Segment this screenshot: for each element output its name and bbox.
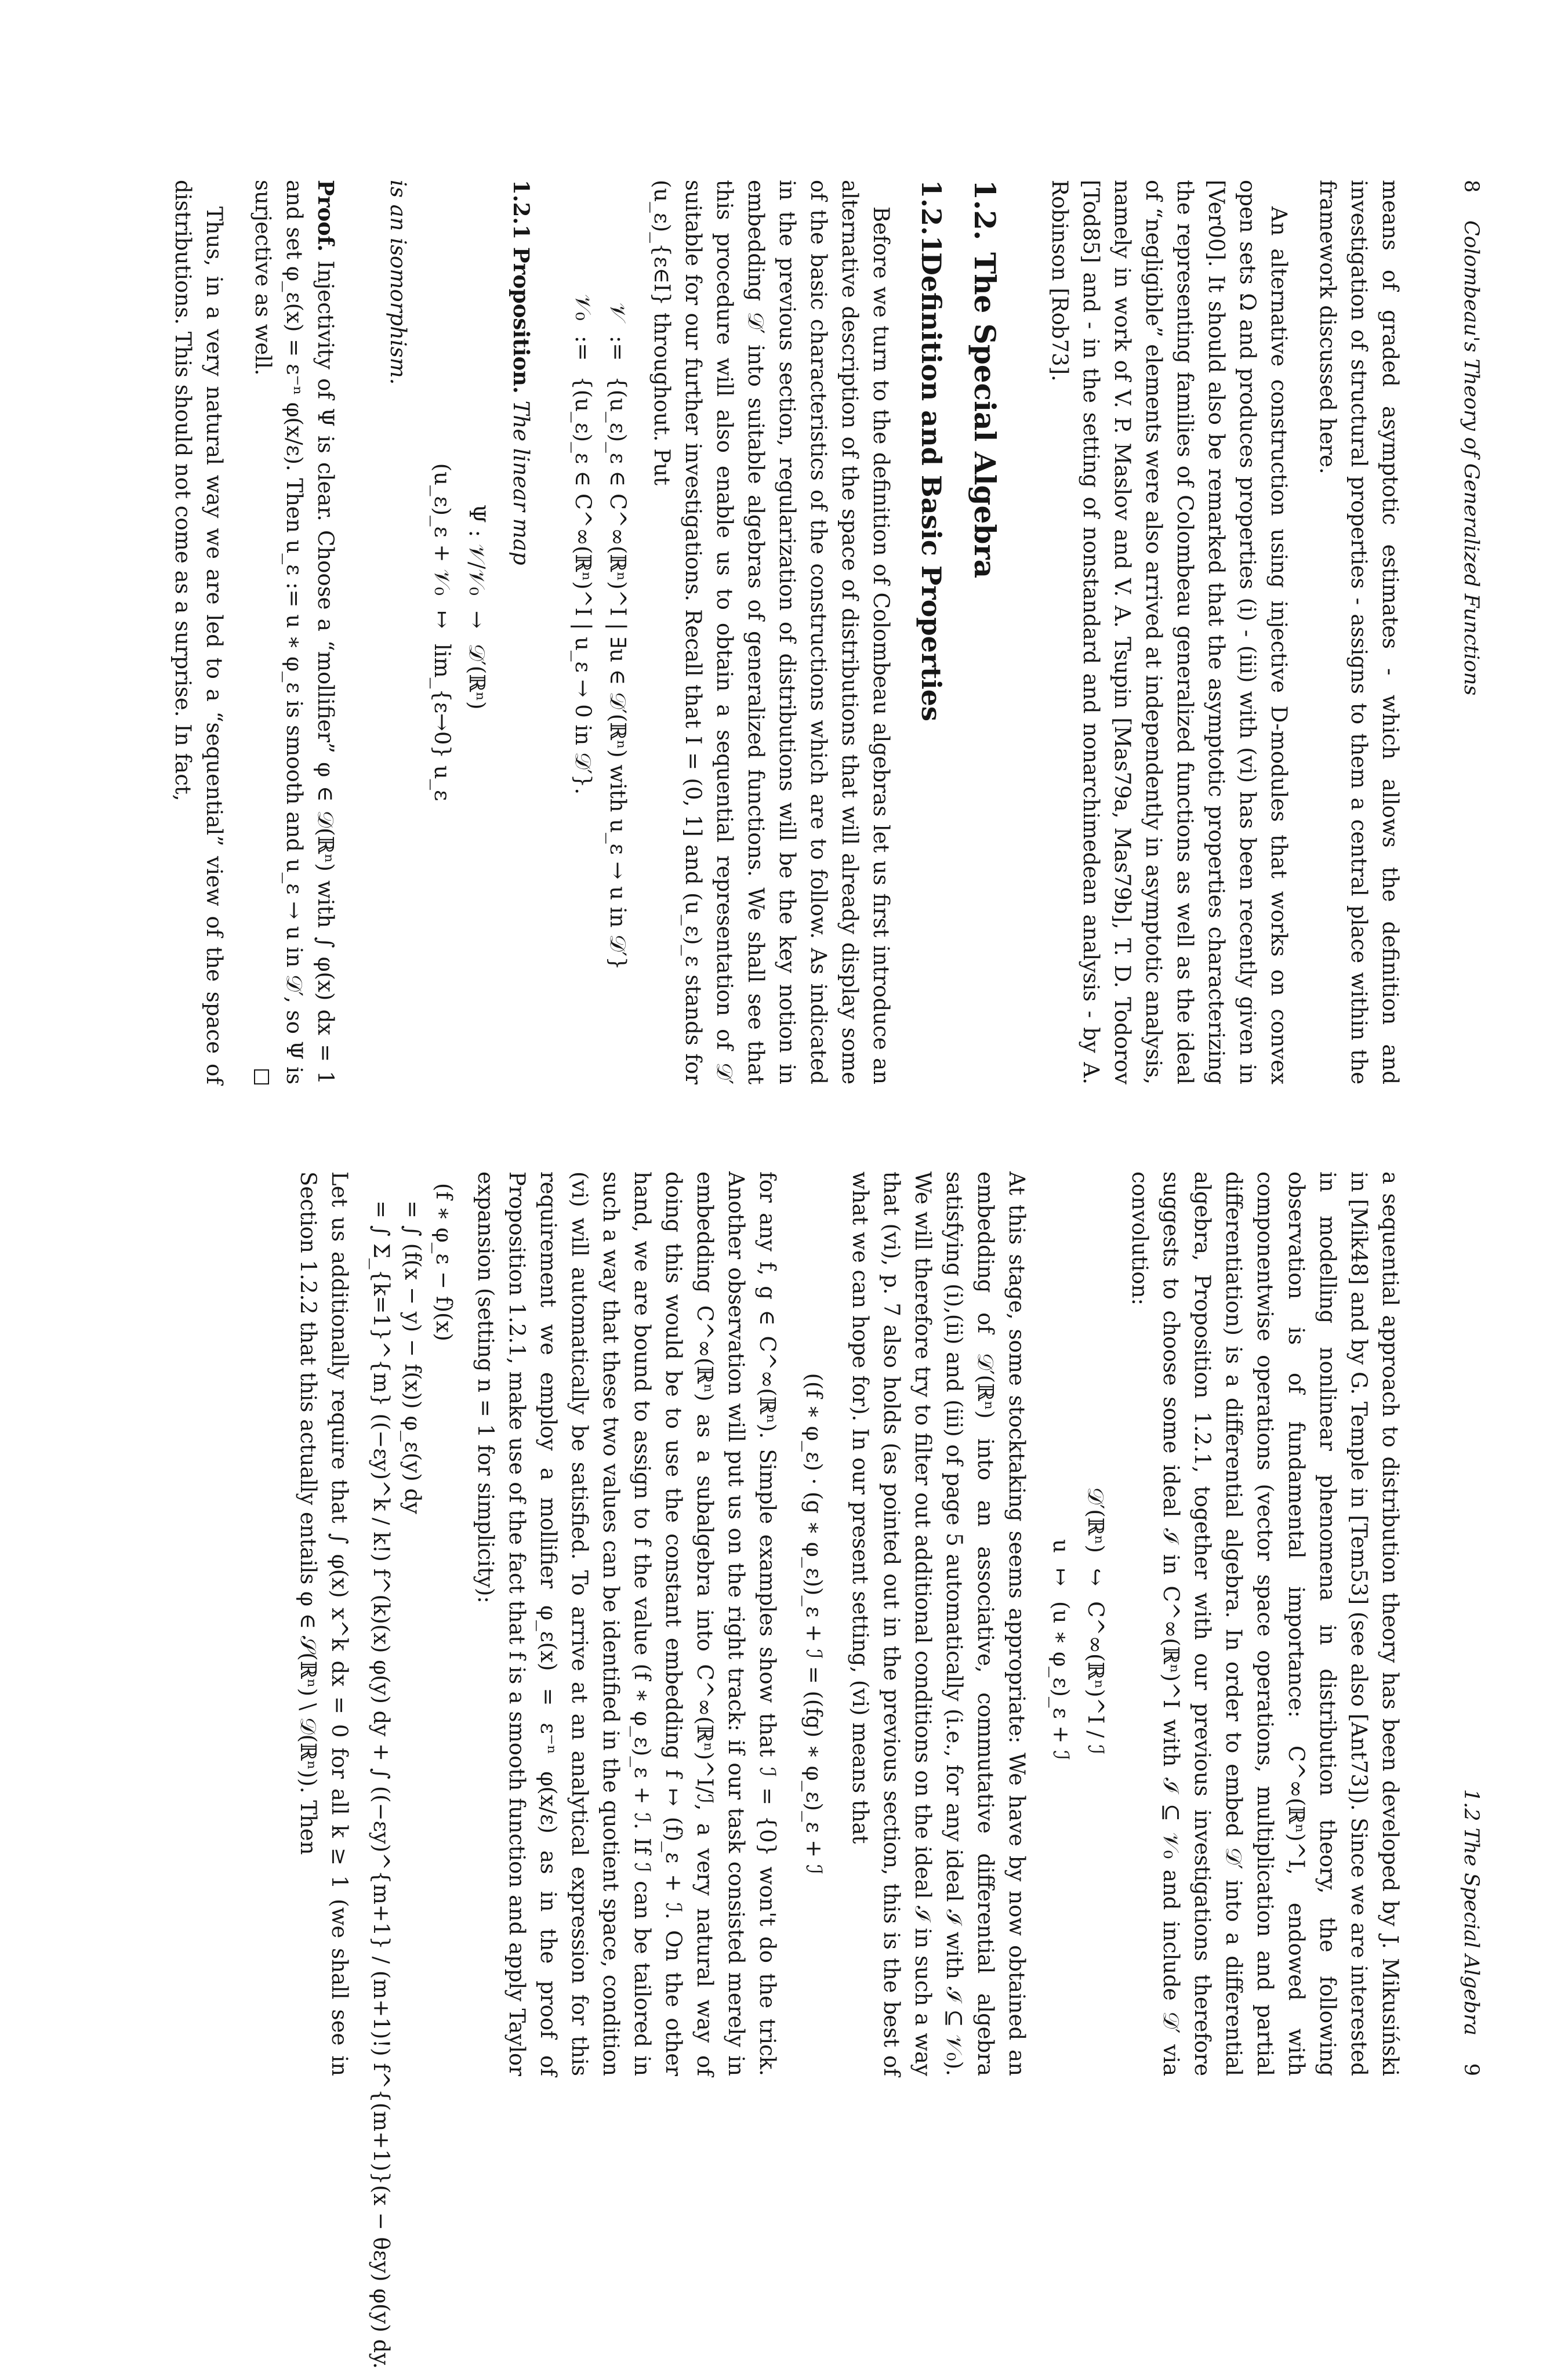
taylor-line-1: (f ∗ φ_ε − f)(x) (431, 1183, 456, 1341)
para-letus: Let us additionally require that ∫ φ(x) x^k dx = 0 for all k ≥ 1 (we shall see in Section 1.2.2 that this actually entails φ ∈ 𝒮(ℝⁿ) \ 𝒟(ℝⁿ)). Then (296, 1171, 352, 2076)
subsection-number: 1.2.1. (916, 180, 947, 264)
embedding-display (1045, 1171, 1111, 2076)
def-v0-rhs: {(u_ε)_ε ∈ C^∞(ℝⁿ)^I | u_ε → 0 in 𝒟′}. (571, 376, 596, 795)
taylor-line-3: = ∫ Σ_{k=1}^{m} ((−εy)^k / k!) f^(k)(x) φ(y) dy + ∫ ((−εy)^{m+1} / (m+1)!) f^{(m+1)}(x − θεy) φ(y) dy. (369, 1200, 394, 2369)
right-running-head (1456, 1171, 1487, 2076)
right-running-title: 1.2 The Special Algebra (1460, 1788, 1483, 2036)
proof-label: Proof. (313, 180, 339, 252)
map-line1-op: → (464, 610, 489, 629)
def-v-op: := (605, 335, 630, 361)
para-forany: for any f, g ∈ C^∞(ℝⁿ). Simple examples show that ℐ = {0} won't do the trick. Another observation will put us on the right track: if our task consisted merely in embedding C^∞(ℝⁿ) as a subalgebra into C^∞(ℝⁿ)^I/ℐ, a very natural way of doing this would be to use the constant embedding f ↦ (f)_ε + ℐ. On the other hand, we are bound to assign to f the value (f ∗ φ_ε)_ε + ℐ. If ℐ can be tailored in such a way that these two values can be identified in the quotient space, condition (vi) will automatically be satisfied. To arrive at an analytical expression for this requirement we employ a mollifier φ_ε(x) = ε⁻ⁿ φ(x/ε) as in the proof of Proposition 1.2.1, make use of the fact that f is a smooth function and apply Taylor expansion (setting n = 1 for simplicity): (473, 1171, 780, 2076)
right-page (292, 1171, 1483, 2369)
embed-line1-rhs: C^∞(ℝⁿ)^I / ℐ (1083, 1601, 1108, 1755)
proposition-end: is an isomorphism. (386, 180, 411, 385)
para-thus: Thus, in a very natural way we are led to a “sequential” view of the space of distributions. This should not come as a surprise. In fact, (170, 180, 227, 1084)
taylor-expansion (365, 1183, 459, 2369)
map-line2-lhs: (u_ε)_ε + 𝒱₀ (430, 463, 455, 596)
map-line1-rhs: 𝒟′(ℝⁿ) (464, 643, 489, 710)
para-continued: means of graded asymptotic estimates - which allows the definition and investigation of structural properties - assigns to them a central place within the framework discussed here. (1315, 180, 1403, 1084)
equation-vi: ((f ∗ φ_ε) · (g ∗ φ_ε))_ε + ℐ = ((fg) ∗ φ_ε)_ε + ℐ (801, 1373, 826, 1875)
map-display (426, 180, 492, 1084)
left-running-head (1456, 180, 1487, 1084)
para-sequential: a sequential approach to distribution theory has been developed by J. Mikusiński in [Mik48] and by G. Temple in [Tem53] (see also [Ant73]). Since we are interested in modelling nonlinear phenomena in distribution theory, the following observation is of fundamental importance: C^∞(ℝⁿ)^I, endowed with componentwise operations (vector space operations, multiplication and partial differentiation) is a differential algebra. In order to embed 𝒟′ into a differential algebra, Proposition 1.2.1, together with our previous investigations therefore suggests to choose some ideal ℐ in C^∞(ℝⁿ)^I with ℐ ⊆ 𝒱₀ and include 𝒟′ via convolution: (1127, 1171, 1403, 2076)
para-alternative: An alternative construction using injective D-modules that works on convex open sets Ω and produces properties (i) - (iii) with (vi) has been recently given in [Ver00]. It should also be remarked that the asymptotic properties characterizing the representing families of Colombeau generalized functions as well as the ideal of “negligible” elements were also arrived at independently in asymptotic analysis, namely in work of V. P. Maslov and V. A. Tsupin [Mas79a, Mas79b], T. D. Todorov [Tod85] and - in the setting of nonstandard and nonarchimedean analysis - by A. Robinson [Rob73]. (1047, 180, 1291, 1084)
section-number: 1.2. (968, 180, 1002, 241)
definition-display (567, 180, 633, 1084)
embed-line2-lhs: u (1048, 1539, 1073, 1553)
section-title: The Special Algebra (968, 252, 1002, 579)
embed-line2-op: ↦ (1048, 1568, 1073, 1587)
taylor-line-2: = ∫ (f(x − y) − f(x)) φ_ε(y) dy (400, 1200, 425, 1514)
subsection-title: Definition and Basic Properties (916, 252, 947, 721)
right-page-number: 9 (1460, 2063, 1483, 2076)
proposition-label: 1.2.1 Proposition. (509, 180, 534, 394)
qed-box-icon (254, 1069, 269, 1084)
subsection-heading (914, 180, 949, 1084)
left-running-title: Colombeau's Theory of Generalized Functions (1460, 220, 1483, 696)
proposition-text: The linear map (509, 400, 533, 565)
embed-line1-op: ↪ (1083, 1568, 1108, 1587)
left-page-number: 8 (1460, 180, 1483, 193)
embed-line2-rhs: (u ∗ φ_ε)_ε + ℐ (1048, 1601, 1073, 1761)
map-line1-lhs: Ψ : 𝒱/𝒱₀ (464, 504, 489, 596)
left-page (167, 180, 1483, 1084)
def-v-rhs: {(u_ε)_ε ∈ C^∞(ℝⁿ)^I | ∃u ∈ 𝒟′(ℝⁿ) with u_ε → u in 𝒟′} (605, 376, 630, 970)
para-before: Before we turn to the definition of Colombeau algebras let us first introduce an alternative description of the space of distributions that will already display some of the basic characteristics of the constructions which are to follow. As indicated in the previous section, regularization of distributions will be the key notion in embedding 𝒟′ into suitable algebras of generalized functions. We shall see that this procedure will also enable us to obtain a sequential representation of 𝒟′ suitable for our further investigations. Recall that I = (0, 1] and (u_ε)_ε stands for (u_ε)_{ε∈I} throughout. Put (649, 180, 894, 1084)
section-heading (966, 180, 1003, 1084)
map-line2-op: ↦ (430, 610, 455, 629)
embed-line1-lhs: 𝒟′(ℝⁿ) (1083, 1487, 1108, 1553)
def-v-lhs: 𝒱 (605, 303, 630, 321)
proof-text: Injectivity of Ψ is clear. Choose a “mollifier” φ ∈ 𝒟(ℝⁿ) with ∫ φ(x) dx = 1 and set φ_ε(x) = ε⁻ⁿ φ(x/ε). Then u_ε := u ∗ φ_ε is smooth and u_ε → u in 𝒟′, so Ψ is surjective as well. (251, 180, 338, 1084)
proof (247, 180, 342, 1084)
map-line2-rhs: lim_{ε→0} u_ε (430, 643, 455, 801)
para-stage: At this stage, some stocktaking seems appropriate: We have by now obtained an embedding of 𝒟′(ℝⁿ) into an associative, commutative differential algebra satisfying (i),(ii) and (iii) of page 5 automatically (i.e., for any ideal ℐ with ℐ ⊆ 𝒱₀). We will therefore try to filter out additional conditions on the ideal ℐ in such a way that (vi), p. 7 also holds (as pointed out in the previous section, this is the best of what we can hope for). In our present setting, (vi) means that (848, 1171, 1029, 2076)
proposition (505, 180, 537, 1084)
def-v0-op: := (571, 335, 596, 361)
def-v0-lhs: 𝒱₀ (571, 294, 596, 321)
